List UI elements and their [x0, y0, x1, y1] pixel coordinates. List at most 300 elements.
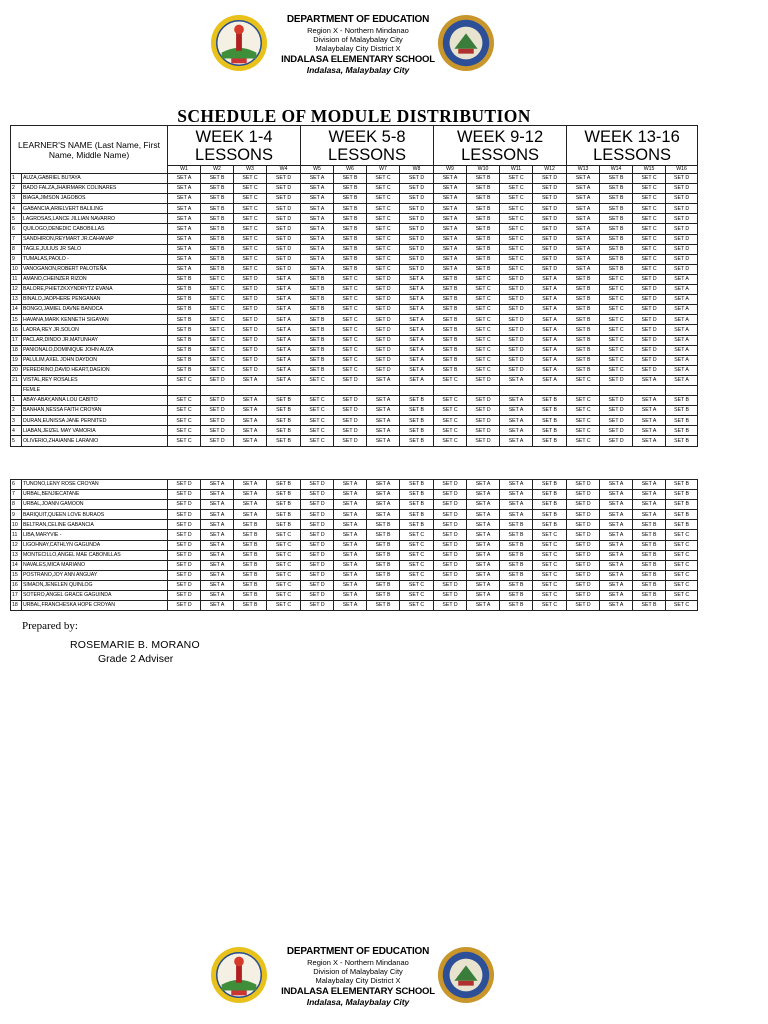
module-set-cell: SET D	[633, 365, 666, 375]
module-set-cell: SET C	[666, 601, 698, 611]
week-5-8-header: WEEK 5-8 LESSONS	[301, 126, 434, 166]
region-line: Region X - Northern Mindanao	[307, 958, 409, 968]
module-set-cell: SET A	[168, 194, 201, 204]
module-set-cell: SET D	[600, 416, 633, 426]
module-set-cell: SET B	[267, 520, 301, 530]
learner-name: QUILOGO,DENEDIC CABOBILLAS	[22, 224, 168, 234]
module-set-cell: SET C	[434, 436, 467, 446]
module-set-cell: SET D	[400, 254, 434, 264]
module-set-cell: SET B	[500, 540, 533, 550]
module-set-cell: SET B	[633, 601, 666, 611]
row-number: 11	[11, 274, 22, 284]
module-set-cell: SET A	[400, 335, 434, 345]
module-set-cell: SET B	[633, 530, 666, 540]
module-set-cell: SET A	[500, 436, 533, 446]
module-set-cell: SET B	[267, 510, 301, 520]
module-set-cell: SET B	[533, 436, 567, 446]
module-set-cell: SET A	[500, 406, 533, 416]
module-set-cell: SET B	[234, 591, 267, 601]
module-set-cell: SET C	[400, 540, 434, 550]
module-set-cell: SET A	[400, 285, 434, 295]
module-set-cell: SET D	[666, 174, 698, 184]
module-set-cell: SET C	[500, 244, 533, 254]
module-set-cell: SET A	[267, 295, 301, 305]
module-set-cell: SET A	[168, 184, 201, 194]
module-set-cell: SET A	[467, 540, 500, 550]
module-set-cell: SET B	[234, 570, 267, 580]
module-set-cell: SET C	[267, 601, 301, 611]
module-set-cell: SET B	[666, 520, 698, 530]
table-row	[11, 396, 698, 406]
module-set-cell: SET A	[400, 274, 434, 284]
module-set-cell: SET B	[400, 396, 434, 406]
module-set-cell: SET A	[301, 254, 334, 264]
module-set-cell: SET D	[600, 406, 633, 416]
module-set-cell: SET C	[367, 194, 400, 204]
table-row	[11, 244, 698, 254]
module-set-cell: SET C	[168, 416, 201, 426]
module-set-cell: SET A	[434, 264, 467, 274]
module-set-cell: SET B	[168, 305, 201, 315]
module-set-cell: SET A	[367, 490, 400, 500]
module-set-cell: SET A	[533, 345, 567, 355]
module-set-cell: SET C	[234, 254, 267, 264]
module-set-cell: SET B	[267, 396, 301, 406]
module-set-cell: SET D	[400, 174, 434, 184]
module-set-cell: SET D	[400, 214, 434, 224]
module-set-cell: SET D	[434, 550, 467, 560]
module-set-cell: SET C	[267, 540, 301, 550]
module-set-cell: SET D	[201, 406, 234, 416]
module-set-cell: SET A	[533, 365, 567, 375]
module-set-cell: SET B	[168, 365, 201, 375]
module-set-cell: SET D	[267, 174, 301, 184]
module-set-cell: SET A	[567, 174, 600, 184]
module-set-cell: SET D	[666, 244, 698, 254]
module-set-cell: SET D	[267, 234, 301, 244]
module-set-cell: SET B	[201, 254, 234, 264]
module-set-cell: SET C	[633, 204, 666, 214]
module-set-cell: SET B	[533, 426, 567, 436]
module-set-cell: SET D	[168, 591, 201, 601]
table-row	[11, 560, 698, 570]
module-set-cell: SET D	[400, 194, 434, 204]
module-set-cell: SET D	[267, 254, 301, 264]
module-set-cell: SET D	[334, 436, 367, 446]
module-set-cell: SET B	[567, 355, 600, 365]
table-row	[11, 274, 698, 284]
module-set-cell: SET C	[567, 396, 600, 406]
module-set-cell: SET C	[201, 305, 234, 315]
module-set-cell: SET D	[567, 591, 600, 601]
module-set-cell: SET C	[467, 315, 500, 325]
row-number: 5	[11, 436, 22, 446]
module-set-cell: SET D	[367, 345, 400, 355]
city-seal-icon	[437, 14, 495, 72]
module-set-cell: SET A	[334, 540, 367, 550]
module-set-cell: SET D	[301, 510, 334, 520]
module-set-cell: SET B	[201, 244, 234, 254]
module-set-cell: SET C	[600, 355, 633, 365]
table-row	[11, 184, 698, 194]
module-set-cell: SET D	[201, 416, 234, 426]
module-set-cell: SET C	[267, 560, 301, 570]
module-set-cell: SET A	[633, 416, 666, 426]
module-set-cell	[633, 385, 666, 395]
module-set-cell: SET B	[334, 214, 367, 224]
module-set-cell: SET D	[467, 406, 500, 416]
module-set-cell: SET C	[367, 244, 400, 254]
module-set-cell: SET C	[367, 254, 400, 264]
learner-name: ABAY-ABAY,ANNA LOU CABITO	[22, 396, 168, 406]
module-set-cell: SET A	[201, 560, 234, 570]
module-set-cell: SET D	[234, 295, 267, 305]
module-set-cell: SET D	[600, 436, 633, 446]
module-set-cell: SET C	[400, 591, 434, 601]
module-set-cell: SET A	[467, 601, 500, 611]
module-set-cell: SET D	[301, 580, 334, 590]
module-set-cell: SET C	[434, 416, 467, 426]
module-set-cell: SET C	[666, 550, 698, 560]
module-set-cell: SET A	[467, 560, 500, 570]
module-set-cell: SET A	[666, 325, 698, 335]
module-set-cell: SET D	[633, 274, 666, 284]
module-set-cell: SET C	[666, 560, 698, 570]
module-set-cell: SET D	[334, 406, 367, 416]
module-set-cell: SET B	[267, 416, 301, 426]
module-set-cell: SET A	[400, 355, 434, 365]
preparer-position: Grade 2 Adviser	[98, 653, 174, 665]
module-set-cell: SET A	[467, 520, 500, 530]
module-set-cell: SET C	[467, 295, 500, 305]
module-set-cell: SET C	[267, 591, 301, 601]
module-set-cell: SET B	[500, 530, 533, 540]
module-set-cell: SET C	[600, 315, 633, 325]
module-set-cell: SET D	[467, 396, 500, 406]
module-set-cell: SET D	[633, 335, 666, 345]
week-column-header: W4	[267, 166, 301, 174]
module-set-cell: SET A	[334, 510, 367, 520]
module-set-cell: SET D	[267, 214, 301, 224]
module-set-cell: SET B	[567, 315, 600, 325]
division-line: Division of Malaybalay City	[313, 35, 403, 45]
row-number: 19	[11, 355, 22, 365]
module-set-cell: SET A	[666, 375, 698, 385]
module-set-cell: SET C	[334, 355, 367, 365]
module-set-cell: SET D	[500, 355, 533, 365]
module-set-cell: SET A	[434, 204, 467, 214]
module-set-cell: SET C	[201, 315, 234, 325]
module-set-cell: SET B	[567, 285, 600, 295]
module-set-cell: SET D	[267, 224, 301, 234]
module-set-cell: SET C	[533, 550, 567, 560]
module-set-cell: SET B	[434, 335, 467, 345]
module-set-cell: SET C	[633, 254, 666, 264]
module-set-cell: SET A	[267, 315, 301, 325]
module-set-cell: SET A	[500, 480, 533, 490]
module-set-cell: SET B	[201, 224, 234, 234]
module-set-cell: SET A	[334, 500, 367, 510]
module-set-cell: SET D	[367, 285, 400, 295]
week-13-16-header: WEEK 13-16 LESSONS	[567, 126, 698, 166]
module-set-cell: SET D	[334, 416, 367, 426]
module-set-cell: SET A	[334, 550, 367, 560]
module-set-cell: SET D	[434, 560, 467, 570]
module-set-cell: SET A	[600, 530, 633, 540]
module-set-cell: SET C	[334, 335, 367, 345]
module-set-cell: SET A	[633, 375, 666, 385]
module-set-cell: SET A	[666, 315, 698, 325]
module-set-cell: SET B	[434, 325, 467, 335]
module-set-cell: SET A	[301, 194, 334, 204]
module-set-cell: SET D	[533, 204, 567, 214]
module-set-cell: SET B	[567, 345, 600, 355]
module-set-cell: SET B	[666, 510, 698, 520]
module-set-cell: SET C	[234, 244, 267, 254]
module-set-cell: SET B	[367, 560, 400, 570]
module-set-cell: SET D	[234, 355, 267, 365]
module-set-cell: SET A	[600, 550, 633, 560]
learner-name: OLIVERIO,ZHAIANNE LARANIO	[22, 436, 168, 446]
row-number: 16	[11, 580, 22, 590]
week-header-row	[11, 126, 698, 166]
module-set-cell: SET B	[400, 510, 434, 520]
module-set-cell: SET D	[168, 500, 201, 510]
module-set-cell: SET B	[301, 274, 334, 284]
module-set-cell: SET A	[666, 274, 698, 284]
module-set-cell: SET B	[666, 436, 698, 446]
module-set-cell: SET A	[666, 335, 698, 345]
learner-name: URBAL,BENJIECATANE	[22, 490, 168, 500]
learner-name: BANHAN,NESSA FAITH CROYAN	[22, 406, 168, 416]
module-set-cell: SET A	[201, 500, 234, 510]
row-number: 9	[11, 254, 22, 264]
module-set-cell: SET B	[500, 591, 533, 601]
module-set-cell: SET D	[567, 580, 600, 590]
module-set-cell: SET B	[367, 550, 400, 560]
learner-name: BIAGA,JIMSON JAGOBOS	[22, 194, 168, 204]
row-number: 11	[11, 530, 22, 540]
module-set-cell: SET D	[267, 184, 301, 194]
module-set-cell: SET A	[201, 601, 234, 611]
module-set-cell: SET B	[666, 406, 698, 416]
module-set-cell: SET D	[201, 396, 234, 406]
module-set-cell: SET A	[267, 285, 301, 295]
module-set-cell	[201, 385, 234, 395]
module-set-cell: SET C	[600, 365, 633, 375]
module-set-cell: SET D	[168, 490, 201, 500]
module-set-cell: SET B	[301, 345, 334, 355]
module-set-cell: SET B	[633, 550, 666, 560]
module-set-cell: SET A	[467, 580, 500, 590]
week-column-header: W2	[201, 166, 234, 174]
module-set-cell: SET D	[434, 540, 467, 550]
module-set-cell: SET C	[500, 234, 533, 244]
module-set-cell: SET C	[367, 224, 400, 234]
module-set-cell: SET C	[201, 285, 234, 295]
module-set-cell: SET A	[168, 234, 201, 244]
module-set-cell: SET A	[533, 274, 567, 284]
module-set-cell: SET A	[666, 305, 698, 315]
table-row	[11, 570, 698, 580]
module-set-cell: SET C	[301, 426, 334, 436]
table-row	[11, 315, 698, 325]
module-set-cell: SET A	[367, 510, 400, 520]
module-set-cell: SET A	[533, 335, 567, 345]
module-set-cell: SET C	[367, 204, 400, 214]
module-set-cell: SET C	[201, 345, 234, 355]
module-set-cell	[500, 385, 533, 395]
module-set-cell: SET C	[600, 295, 633, 305]
module-set-cell: SET C	[567, 406, 600, 416]
district-line: Malaybalay City District X	[315, 976, 401, 986]
table-row	[11, 540, 698, 550]
module-set-cell: SET B	[234, 530, 267, 540]
row-number: 13	[11, 550, 22, 560]
module-set-cell: SET C	[600, 305, 633, 315]
module-set-cell: SET B	[400, 490, 434, 500]
module-set-cell: SET A	[500, 510, 533, 520]
module-set-cell: SET D	[168, 570, 201, 580]
module-set-cell: SET D	[633, 285, 666, 295]
module-set-cell: SET A	[334, 591, 367, 601]
module-set-cell: SET A	[434, 244, 467, 254]
module-set-cell: SET A	[434, 224, 467, 234]
module-set-cell: SET D	[567, 530, 600, 540]
module-set-cell: SET A	[367, 500, 400, 510]
module-set-cell: SET C	[567, 375, 600, 385]
module-set-cell: SET D	[533, 254, 567, 264]
module-set-cell: SET B	[567, 295, 600, 305]
module-set-cell: SET B	[201, 204, 234, 214]
module-set-cell: SET B	[633, 570, 666, 580]
week-1-4-header: WEEK 1-4 LESSONS	[168, 126, 301, 166]
module-set-cell: SET D	[666, 184, 698, 194]
table-row	[11, 601, 698, 611]
module-set-cell	[467, 385, 500, 395]
module-set-cell: SET B	[666, 500, 698, 510]
module-set-cell: SET B	[334, 254, 367, 264]
module-set-cell: SET B	[567, 274, 600, 284]
module-set-cell: SET B	[434, 305, 467, 315]
module-set-cell: SET B	[434, 274, 467, 284]
row-number: 6	[11, 224, 22, 234]
module-set-cell: SET B	[334, 184, 367, 194]
module-set-cell: SET A	[567, 234, 600, 244]
module-set-cell: SET B	[367, 580, 400, 590]
module-set-cell: SET A	[267, 365, 301, 375]
module-set-cell: SET A	[467, 480, 500, 490]
module-set-cell: SET A	[168, 244, 201, 254]
module-set-cell: SET C	[201, 335, 234, 345]
module-set-cell: SET B	[666, 426, 698, 436]
module-set-cell: SET C	[467, 325, 500, 335]
module-set-cell: SET C	[367, 214, 400, 224]
module-set-cell: SET D	[467, 436, 500, 446]
module-set-cell: SET D	[434, 490, 467, 500]
module-set-cell: SET A	[567, 244, 600, 254]
module-set-cell: SET A	[301, 234, 334, 244]
module-set-cell: SET D	[267, 244, 301, 254]
module-set-cell: SET A	[234, 396, 267, 406]
module-set-cell: SET D	[434, 580, 467, 590]
module-set-cell: SET B	[334, 264, 367, 274]
learner-name: TAGLE,JULIUS JR SALO	[22, 244, 168, 254]
module-set-cell: SET D	[633, 315, 666, 325]
module-set-cell: SET A	[334, 480, 367, 490]
row-number: 8	[11, 244, 22, 254]
learner-name: DURAN,EUNISSA JANE PERNITED	[22, 416, 168, 426]
module-set-cell	[301, 385, 334, 395]
learner-name-header: LEARNER'S NAME (Last Name, First Name, Middle Name)	[11, 126, 168, 174]
table-row	[11, 385, 698, 395]
module-set-cell: SET D	[267, 204, 301, 214]
page-title: SCHEDULE OF MODULE DISTRIBUTION	[177, 106, 531, 126]
learner-name: PEREDRINO,DAVID HEART,DAGION	[22, 365, 168, 375]
module-set-cell: SET C	[467, 365, 500, 375]
module-set-cell: SET A	[633, 426, 666, 436]
module-set-cell: SET D	[567, 480, 600, 490]
module-set-cell: SET A	[234, 500, 267, 510]
table-row	[11, 591, 698, 601]
module-set-cell: SET D	[301, 540, 334, 550]
module-set-cell: SET A	[600, 480, 633, 490]
module-set-cell: SET A	[533, 375, 567, 385]
module-set-cell: SET A	[600, 580, 633, 590]
region-line: Region X - Northern Mindanao	[307, 26, 409, 36]
module-set-cell: SET B	[334, 194, 367, 204]
module-set-cell: SET A	[600, 490, 633, 500]
module-set-cell: SET D	[301, 480, 334, 490]
letterhead-text	[258, 14, 458, 76]
module-set-cell: SET B	[267, 490, 301, 500]
learner-name: SIMAON,JENELEN QUINLOG	[22, 580, 168, 590]
module-set-cell: SET C	[533, 540, 567, 550]
module-set-cell: SET D	[234, 365, 267, 375]
module-set-cell: SET B	[301, 325, 334, 335]
module-set-cell: SET A	[334, 580, 367, 590]
module-set-cell: SET B	[467, 224, 500, 234]
module-set-cell: SET C	[334, 315, 367, 325]
module-set-cell: SET C	[467, 335, 500, 345]
module-set-cell	[267, 385, 301, 395]
module-set-cell: SET B	[467, 204, 500, 214]
module-set-cell: SET B	[334, 204, 367, 214]
learner-name: BONGO,JAMIEL DAVNE BANOCA	[22, 305, 168, 315]
module-set-cell: SET A	[467, 570, 500, 580]
week-column-header: W16	[666, 166, 698, 174]
module-schedule-table	[10, 125, 698, 447]
module-set-cell: SET D	[633, 355, 666, 365]
module-set-cell: SET A	[600, 520, 633, 530]
module-set-cell: SET C	[367, 174, 400, 184]
module-set-cell: SET B	[168, 345, 201, 355]
module-set-cell: SET D	[301, 570, 334, 580]
module-set-cell: SET B	[267, 426, 301, 436]
prepared-by-label: Prepared by:	[22, 620, 78, 632]
module-set-cell: SET D	[434, 510, 467, 520]
module-set-cell: SET C	[600, 285, 633, 295]
table-row	[11, 436, 698, 446]
module-set-cell: SET D	[301, 490, 334, 500]
module-set-cell: SET D	[633, 325, 666, 335]
module-set-cell: SET C	[234, 214, 267, 224]
module-set-cell: SET D	[334, 426, 367, 436]
module-set-cell: SET A	[334, 570, 367, 580]
module-set-cell: SET C	[434, 426, 467, 436]
module-set-cell: SET D	[633, 305, 666, 315]
module-set-cell: SET D	[168, 601, 201, 611]
